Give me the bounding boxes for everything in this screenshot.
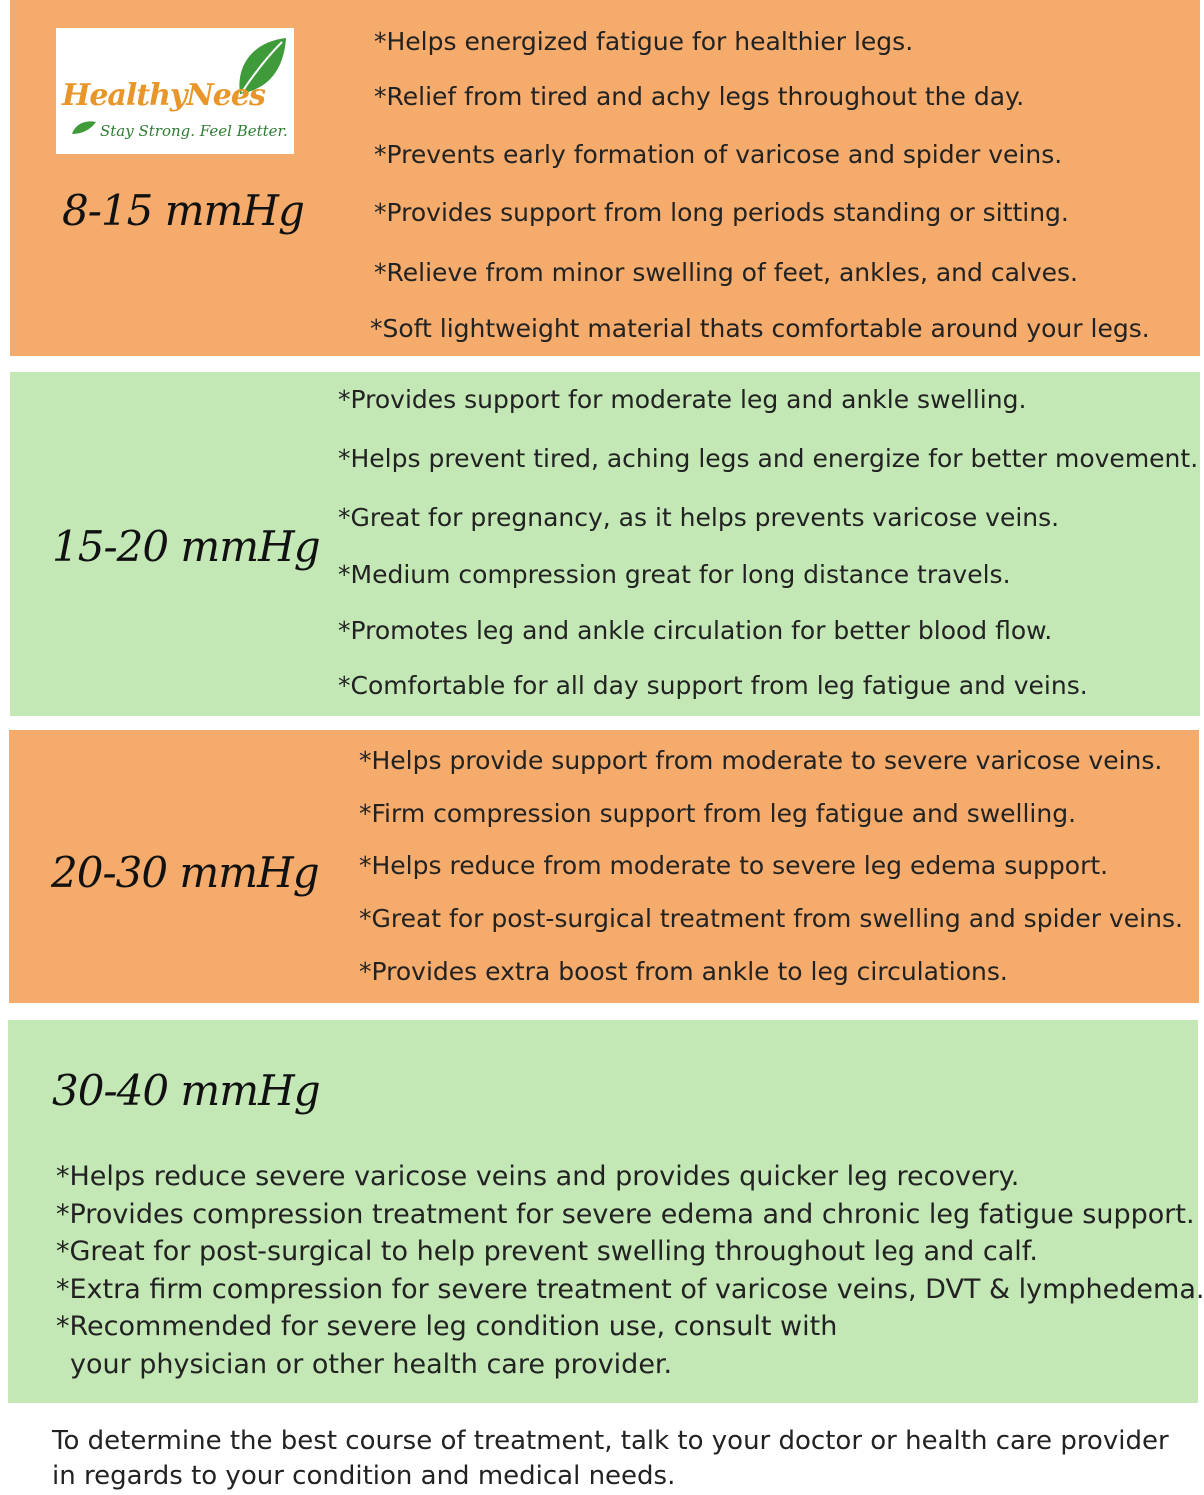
section-8-15 xyxy=(10,0,1200,356)
bullet: *Helps reduce severe varicose veins and provides quicker leg recovery. xyxy=(56,1161,1020,1192)
bullet: *Great for pregnancy, as it helps prevents varicose veins. xyxy=(338,503,1060,532)
range-label: 20-30 mmHg xyxy=(51,848,319,897)
bullet: *Provides support from long periods standing or sitting. xyxy=(374,198,1069,227)
bullet: *Helps prevent tired, aching legs and energize for better movement. xyxy=(338,444,1199,473)
bullet: *Relieve from minor swelling of feet, ankles, and calves. xyxy=(374,258,1078,287)
range-label: 30-40 mmHg xyxy=(52,1066,320,1115)
small-leaf-icon xyxy=(70,120,98,136)
bullet: *Firm compression support from leg fatigue and swelling. xyxy=(359,799,1077,828)
range-label: 15-20 mmHg xyxy=(52,522,320,571)
bullet: *Recommended for severe leg condition use, consult with xyxy=(56,1311,838,1343)
bullet: *Great for post-surgical to help prevent swelling throughout leg and calf. xyxy=(56,1236,1038,1268)
bullet: *Helps provide support from moderate to severe varicose veins. xyxy=(359,746,1163,775)
bullet: *Comfortable for all day support from leg fatigue and veins. xyxy=(338,671,1088,700)
bullet: *Great for post-surgical treatment from swelling and spider veins. xyxy=(359,904,1183,933)
section-30-40 xyxy=(8,1020,1204,1403)
bullet: *Soft lightweight material thats comfortable around your legs. xyxy=(370,314,1150,343)
bullet: *Helps reduce from moderate to severe leg edema support. xyxy=(359,851,1109,880)
bullet: *Promotes leg and ankle circulation for better blood flow. xyxy=(338,616,1053,645)
range-label: 8-15 mmHg xyxy=(62,186,304,235)
brand-logo xyxy=(56,28,294,154)
footer-note xyxy=(52,1424,1169,1494)
bullet: *Medium compression great for long distance travels. xyxy=(338,560,1011,589)
footer-line: in regards to your condition and medical needs. xyxy=(52,1461,676,1491)
bullet-continuation: your physician or other health care provider. xyxy=(70,1348,673,1380)
bullet: *Provides extra boost from ankle to leg circulations. xyxy=(359,957,1008,986)
bullet-list xyxy=(56,1158,1204,1384)
bullet: *Provides compression treatment for severe edema and chronic leg fatigue support. xyxy=(56,1198,1195,1230)
bullet: *Relief from tired and achy legs throughout the day. xyxy=(374,82,1025,111)
brand-name: HealthyNees xyxy=(62,78,265,113)
brand-tagline: Stay Strong. Feel Better. xyxy=(100,122,288,140)
section-20-30 xyxy=(9,730,1199,1003)
section-15-20 xyxy=(10,372,1200,716)
footer-line: To determine the best course of treatment, talk to your doctor or health care provider xyxy=(52,1426,1169,1456)
bullet: *Provides support for moderate leg and ankle swelling. xyxy=(338,385,1027,414)
bullet: *Extra firm compression for severe treatment of varicose veins, DVT & lymphedema. xyxy=(56,1273,1204,1305)
bullet: *Helps energized fatigue for healthier legs. xyxy=(374,27,914,56)
bullet: *Prevents early formation of varicose and spider veins. xyxy=(374,140,1063,169)
